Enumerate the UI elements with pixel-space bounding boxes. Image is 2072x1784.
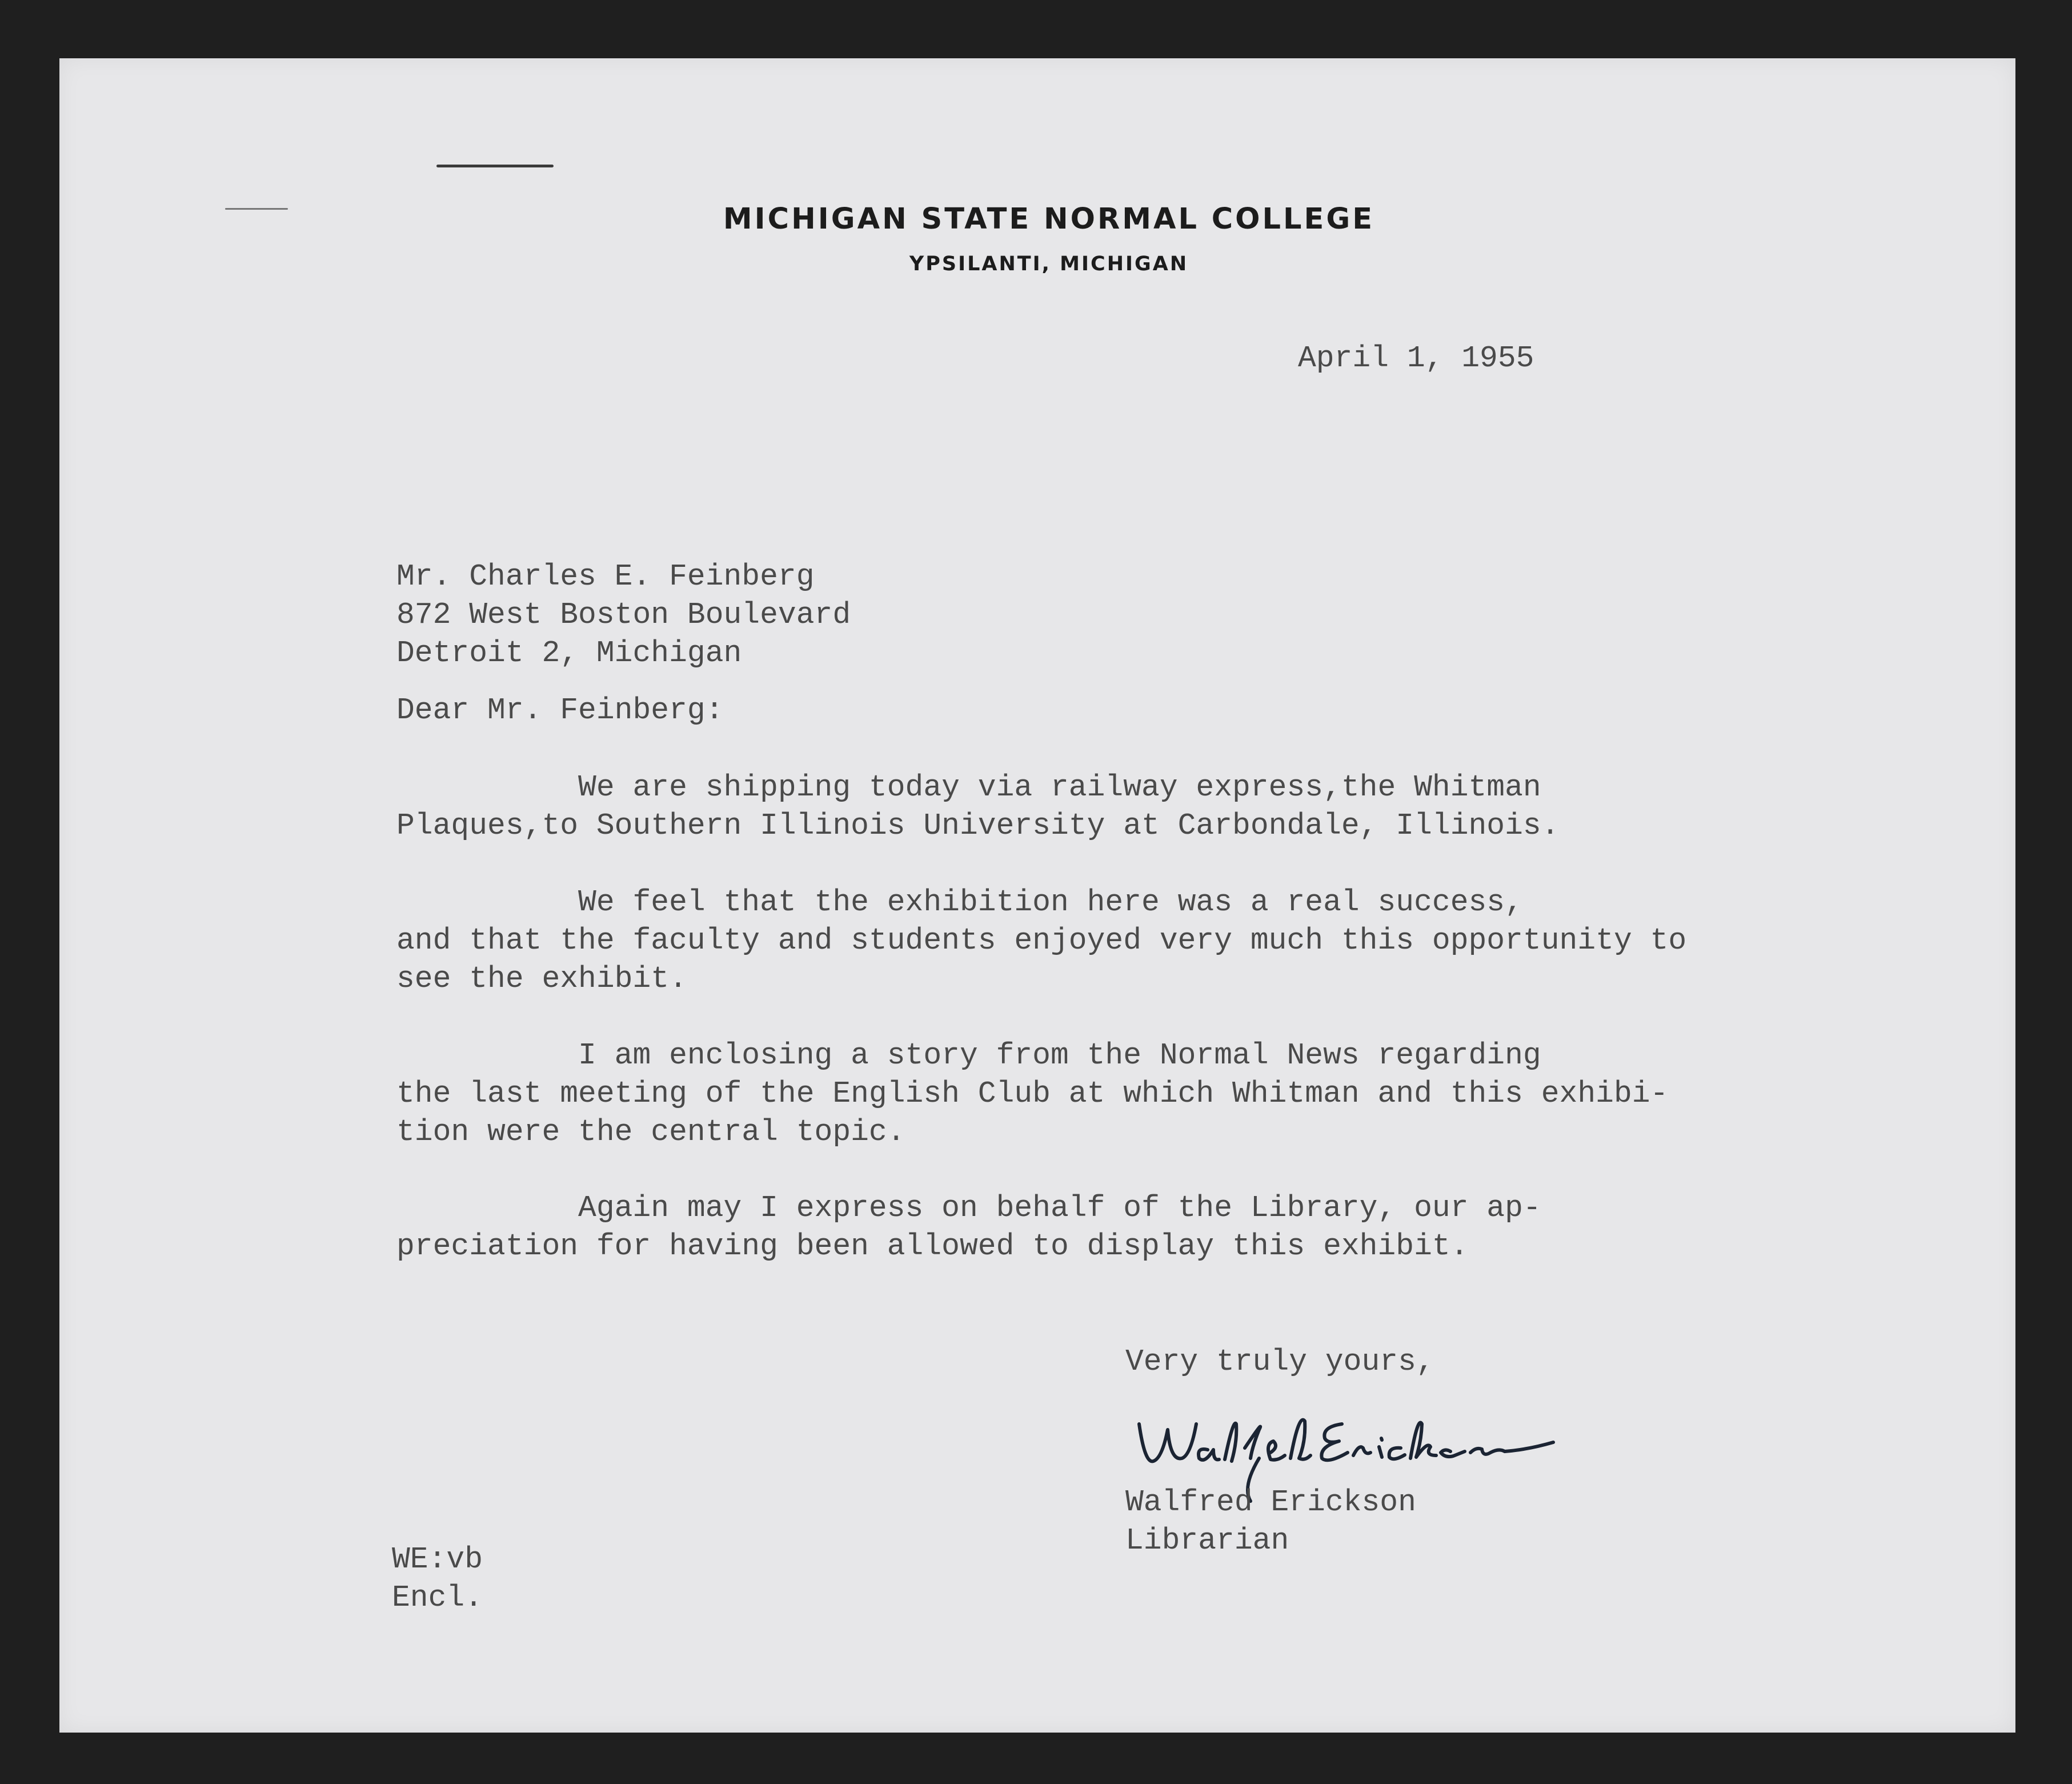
body-line: We feel that the exhibition here was a real success, <box>396 885 1523 919</box>
recipient-name: Mr. Charles E. Feinberg <box>396 559 815 594</box>
ink-speck <box>436 165 554 167</box>
letter-date: April 1, 1955 <box>1298 341 1534 375</box>
body-line: We are shipping today via railway express,the Whitman <box>396 770 1541 805</box>
body-line: Again may I express on behalf of the Library, our ap- <box>396 1191 1541 1225</box>
signer-name: Walfred Erickson <box>1125 1485 1416 1519</box>
body-line: I am enclosing a story from the Normal News regarding <box>396 1038 1541 1073</box>
body-line: see the exhibit. <box>396 962 687 996</box>
letterhead-location: YPSILANTI, MICHIGAN <box>909 253 1189 275</box>
letterhead-title: MICHIGAN STATE NORMAL COLLEGE <box>723 202 1375 236</box>
body-line: tion were the central topic. <box>396 1115 905 1149</box>
recipient-street: 872 West Boston Boulevard <box>396 598 851 632</box>
body-line: and that the faculty and students enjoyed very much this opportunity to <box>396 923 1687 958</box>
salutation: Dear Mr. Feinberg: <box>396 693 724 727</box>
closing: Very truly yours, <box>1125 1345 1434 1379</box>
letter-paper <box>59 58 2015 1733</box>
signer-title: Librarian <box>1125 1523 1289 1558</box>
enclosure-note: Encl. <box>392 1581 483 1615</box>
body-line: preciation for having been allowed to display this exhibit. <box>396 1229 1469 1263</box>
body-line: the last meeting of the English Club at which Whitman and this exhibi- <box>396 1077 1669 1111</box>
reference-initials: WE:vb <box>392 1542 483 1577</box>
recipient-city: Detroit 2, Michigan <box>396 636 742 670</box>
body-line: Plaques,to Southern Illinois University at Carbondale, Illinois. <box>396 809 1560 843</box>
